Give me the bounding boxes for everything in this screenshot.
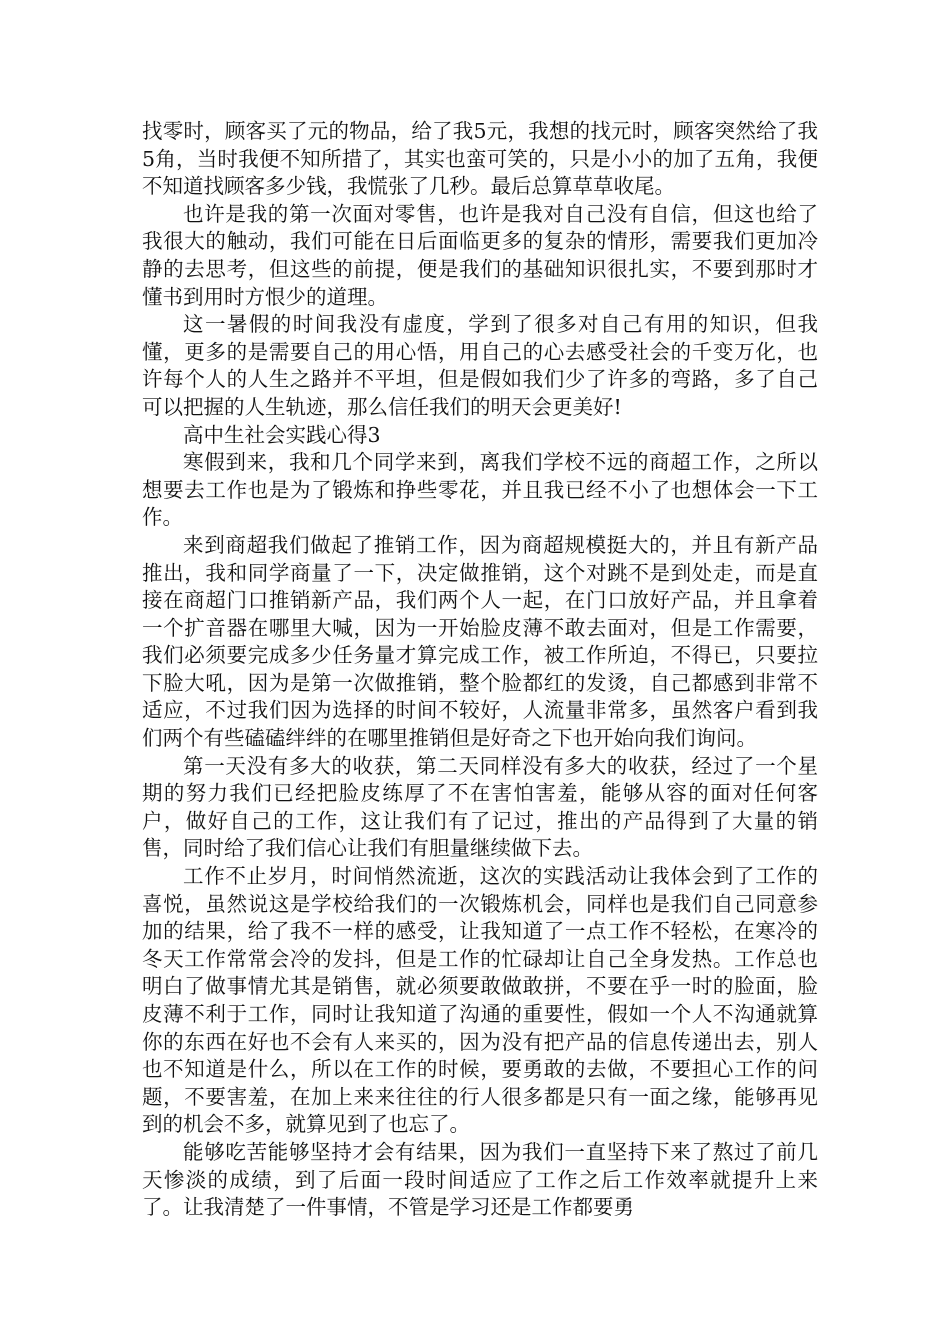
- section-paragraph-5: 能够吃苦能够坚持才会有结果，因为我们一直坚持下来了熬过了前几天惨淡的成绩，到了后面一段时间适应了工作之后工作效率就提升上来了。让我清楚了一件事情，不管是学习还是工作都要勇: [142, 1139, 818, 1220]
- section-paragraph-3: 第一天没有多大的收获，第二天同样没有多大的收获，经过了一个星期的努力我们已经把脸皮练厚了不在害怕害羞，能够从容的面对任何客户，做好自己的工作，这让我们有了记过，推出的产品得到了大量的销售，同时给了我们信心让我们有胆量继续做下去。: [142, 753, 818, 861]
- document-page: [142, 118, 818, 1222]
- section-title: 高中生社会实践心得3: [183, 422, 381, 447]
- section-paragraph-1: 寒假到来，我和几个同学来到，离我们学校不远的商超工作，之所以想要去工作也是为了锻炼和挣些零花，并且我已经不小了也想体会一下工作。: [142, 450, 818, 530]
- paragraph-3: 这一暑假的时间我没有虚度，学到了很多对自己有用的知识，但我懂，更多的是需要自己的用心悟，用自己的心去感受社会的千变万化，也许每个人的人生之路并不平坦，但是假如我们少了许多的弯路，多了自己可以把握的人生轨迹，那么信任我们的明天会更美好!: [142, 312, 818, 419]
- paragraph-1: 找零时，顾客买了元的物品，给了我5元，我想的找元时，顾客突然给了我5角，当时我便不知所措了，其实也蛮可笑的，只是小小的加了五角，我便不知道找顾客多少钱，我慌张了几秒。最后总算草草收尾。: [142, 119, 818, 199]
- paragraph-2: 也许是我的第一次面对零售，也许是我对自己没有自信，但这也给了我很大的触动，我们可能在日后面临更多的复杂的情形，需要我们更加冷静的去思考，但这些的前提，便是我们的基础知识很扎实，不要到那时才懂书到用时方恨少的道理。: [142, 201, 818, 309]
- section-paragraph-2: 来到商超我们做起了推销工作，因为商超规模挺大的，并且有新产品推出，我和同学商量了一下，决定做推销，这个对跳不是到处走，而是直接在商超门口推销新产品，我们两个人一起，在门口放好产品，并且拿着一个扩音器在哪里大喊，因为一开始脸皮薄不敢去面对，但是工作需要，我们必须要完成多少任务量才算完成工作，被工作所迫，不得已，只要拉下脸大吼，因为是第一次做推销，整个脸都红的发烫，自己都感到非常不适应，不过我们因为选择的时间不较好，人流量非常多，虽然客户看到我们两个有些磕磕绊绊的在哪里推销但是好奇之下也开始向我们询问。: [142, 532, 818, 751]
- section-paragraph-4: 工作不止岁月，时间悄然流逝，这次的实践活动让我体会到了工作的喜悦，虽然说这是学校给我们的一次锻炼机会，同样也是我们自己同意参加的结果，给了我不一样的感受，让我知道了一点工作不轻松，在寒冷的冬天工作常常会冷的发抖，但是工作的忙碌却让自己全身发热。工作总也明白了做事情尤其是销售，就必须要敢做敢拼，不要在乎一时的脸面，脸皮薄不利于工作，同时让我知道了沟通的重要性，假如一个人不沟通就算你的东西在好也不会有人来买的，因为没有把产品的信息传递出去，别人也不知道是什么，所以在工作的时候，要勇敢的去做，不要担心工作的问题，不要害羞，在加上来来往往的行人很多都是只有一面之缘，能够再见到的机会不多，就算见到了也忘了。: [142, 864, 818, 1137]
